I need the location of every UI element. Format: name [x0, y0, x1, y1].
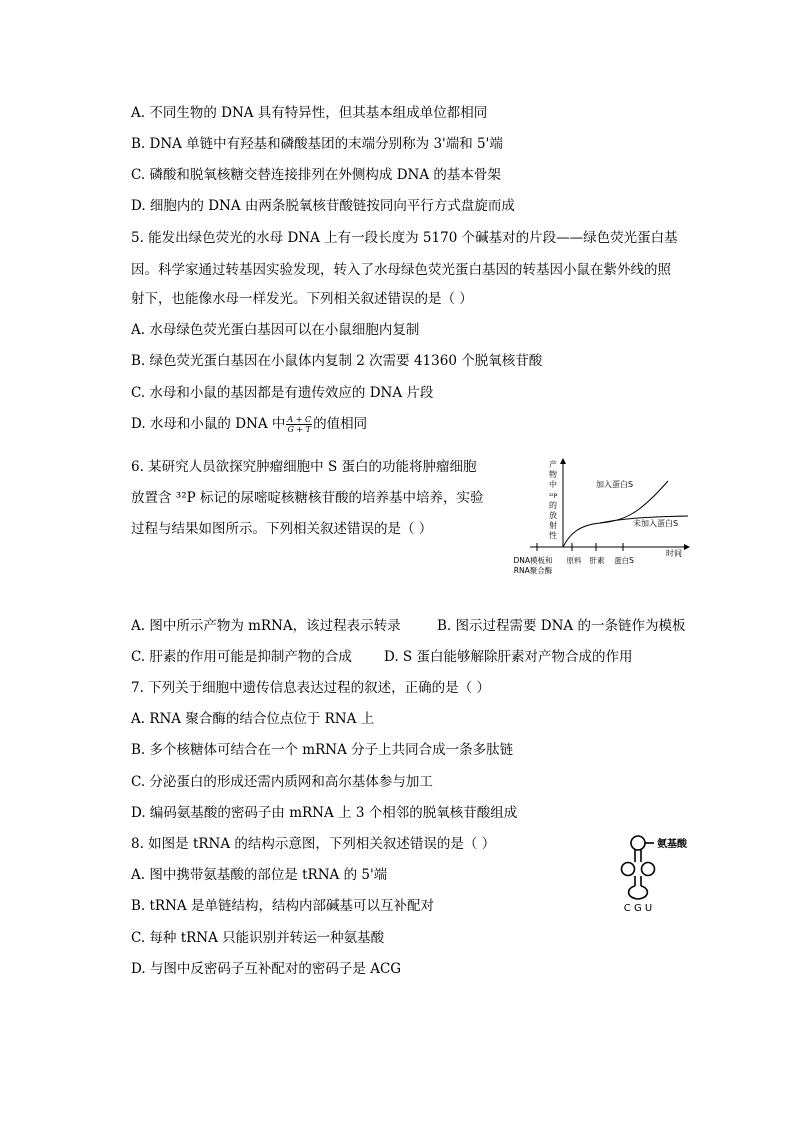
- curve-label-lower: 未加入蛋白S: [633, 519, 679, 528]
- q5-stem-line2: 因。科学家通过转基因实验发现，转入了水母绿色荧光蛋白基因的转基因小鼠在紫外线的照: [131, 262, 671, 278]
- q5-option-d-suffix: 的值相同: [313, 416, 368, 432]
- q6-option-a: A. 图中所示产物为 mRNA，该过程表示转录: [131, 618, 401, 634]
- y-label-char: 射: [549, 521, 557, 530]
- q6-stem-line3: 过程与结果如图所示。下列相关叙述错误的是（ ）: [131, 521, 433, 537]
- q7-stem: 7. 下列关于细胞中遗传信息表达过程的叙述，正确的是（ ）: [131, 680, 490, 696]
- q4-option-b: B. DNA 单链中有羟基和磷酸基团的末端分别称为 3'端和 5'端: [131, 136, 503, 152]
- y-label-char: 中: [549, 480, 557, 489]
- q4-option-c: C. 磷酸和脱氧核糖交替连接排列在外侧构成 DNA 的基本骨架: [131, 167, 501, 183]
- y-label-char: 物: [549, 470, 557, 479]
- q4-option-a: A. 不同生物的 DNA 具有特异性，但其基本组成单位都相同: [131, 105, 488, 121]
- ratio-fraction: [286, 415, 312, 434]
- fraction-denominator: G + T: [287, 425, 311, 434]
- q5-option-c: C. 水母和小鼠的基因都是有遗传效应的 DNA 片段: [131, 385, 434, 401]
- curve-label-upper: 加入蛋白S: [596, 480, 634, 489]
- y-label-char: 产: [549, 460, 557, 469]
- q7-option-d: D. 编码氨基酸的密码子由 mRNA 上 3 个相邻的脱氧核苷酸组成: [131, 805, 518, 821]
- trna-anticodon-loop: [629, 886, 648, 899]
- y-label-char: ³²P: [548, 493, 558, 500]
- trna-figure: [612, 832, 702, 914]
- q8-stem: 8. 如图是 tRNA 的结构示意图，下列相关叙述错误的是（ ）: [131, 836, 496, 852]
- marker-label-polymerase: RNA聚合酶: [513, 566, 553, 575]
- fraction-numerator: A + C: [287, 415, 312, 424]
- trna-right-loop: [642, 863, 655, 876]
- q8-option-a: A. 图中携带氨基酸的部位是 tRNA 的 5'端: [131, 867, 388, 883]
- q7-option-b: B. 多个核糖体可结合在一个 mRNA 分子上共同合成一条多肽链: [131, 742, 514, 758]
- x-axis-arrow: [684, 544, 690, 550]
- q6-figure: [500, 455, 700, 585]
- curve-with-protein-s: [563, 481, 668, 547]
- q5-option-d-prefix: D. 水母和小鼠的 DNA 中: [131, 416, 286, 432]
- q5-option-d: [131, 415, 367, 434]
- q5-option-a: A. 水母绿色荧光蛋白基因可以在小鼠细胞内复制: [131, 322, 420, 338]
- marker-label-protein-s: 蛋白S: [614, 556, 634, 565]
- q8-option-b: B. tRNA 是单链结构，结构内部碱基可以互补配对: [131, 898, 434, 914]
- q5-stem-line3: 射下，也能像水母一样发光。下列相关叙述错误的是（ ）: [131, 291, 473, 307]
- amino-acid-label: 氨基酸: [657, 839, 687, 850]
- trna-top-loop: [631, 836, 645, 850]
- q6-option-d: D. S 蛋白能够解除肝素对产物合成的作用: [384, 649, 633, 665]
- anticodon-label: C G U: [623, 903, 653, 914]
- trna-left-loop: [622, 863, 635, 876]
- q4-option-d: D. 细胞内的 DNA 由两条脱氧核苷酸链按同向平行方式盘旋而成: [131, 198, 515, 214]
- q8-option-c: C. 每种 tRNA 只能识别并转运一种氨基酸: [131, 930, 385, 946]
- q5-option-b: B. 绿色荧光蛋白基因在小鼠体内复制 2 次需要 41360 个脱氧核苷酸: [131, 353, 543, 369]
- marker-label-template: DNA模板和: [513, 556, 553, 565]
- q6-stem-line2: 放置含 ³²P 标记的尿嘧啶核糖核苷酸的培养基中培养，实验: [131, 490, 484, 506]
- q6-option-b: B. 图示过程需要 DNA 的一条链作为模板: [437, 618, 686, 634]
- y-label-char: 的: [549, 501, 557, 510]
- q7-option-c: C. 分泌蛋白的形成还需内质网和高尔基体参与加工: [131, 774, 433, 790]
- y-axis-arrow: [560, 458, 566, 464]
- y-label-char: 性: [549, 531, 557, 540]
- q5-stem-line1: 5. 能发出绿色荧光的水母 DNA 上有一段长度为 5170 个碱基对的片段——绿色荧光蛋白基: [131, 230, 678, 246]
- q6-option-c: C. 肝素的作用可能是抑制产物的合成: [131, 649, 352, 665]
- marker-label-heparin: 肝素: [589, 556, 605, 565]
- x-axis-label: 时间: [666, 549, 682, 558]
- y-label-char: 放: [549, 511, 557, 520]
- q8-option-d: D. 与图中反密码子互补配对的密码子是 ACG: [131, 961, 402, 977]
- marker-label-raw-material: 原料: [566, 556, 582, 565]
- q7-option-a: A. RNA 聚合酶的结合位点位于 RNA 上: [131, 711, 375, 727]
- q6-stem-line1: 6. 某研究人员欲探究肿瘤细胞中 S 蛋白的功能将肿瘤细胞: [131, 459, 477, 475]
